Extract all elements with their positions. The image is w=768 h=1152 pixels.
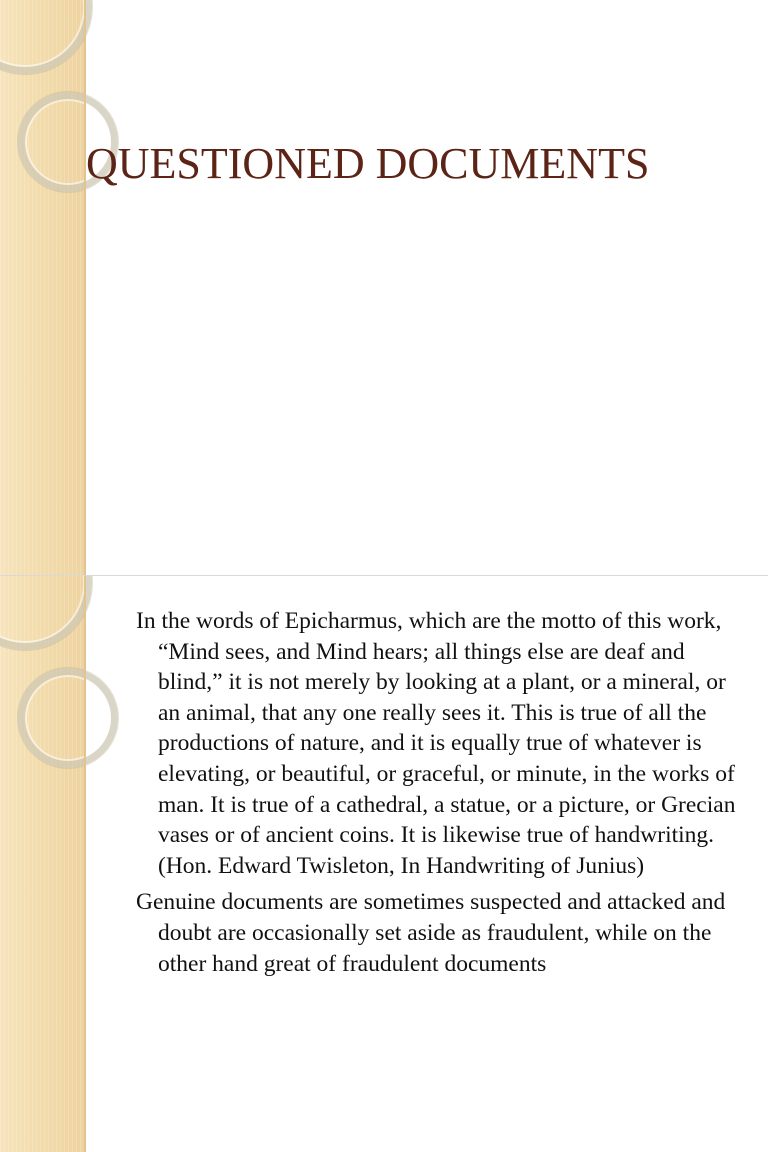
side-band-edge [84, 576, 86, 1152]
slide-title: QUESTIONED DOCUMENTS [86, 139, 650, 188]
paragraph-quote: In the words of Epicharmus, which are the motto of this work, “Mind sees, and Mind hears; all things else are deaf and blind,” it is not merely by looking at a plant, or a mineral, or an animal, that any one really sees it. This is true of all the productions of nature, and it is equally true of whatever is elevating, or beautiful, or graceful, or minute, in the works of man. It is true of a cathedral, a statue, or a picture, or Grecian vases or of ancient coins. It is likewise true of handwriting. (Hon. Edward Twisleton, In Handwriting of Junius) [136, 608, 736, 879]
content-slide [0, 576, 768, 1152]
decorative-side-band [0, 576, 84, 1152]
decorative-ring-icon [18, 668, 118, 768]
decorative-ring-icon [0, 0, 92, 74]
body-text-list [136, 606, 748, 985]
decorative-ring-icon [0, 576, 92, 650]
paragraph-genuine-documents: Genuine documents are sometimes suspected and attacked and doubt are occasionally set aside as fraudulent, while on the other hand great of fraudulent documents [136, 889, 726, 977]
decorative-side-band [0, 0, 84, 576]
side-band-edge [84, 0, 86, 576]
